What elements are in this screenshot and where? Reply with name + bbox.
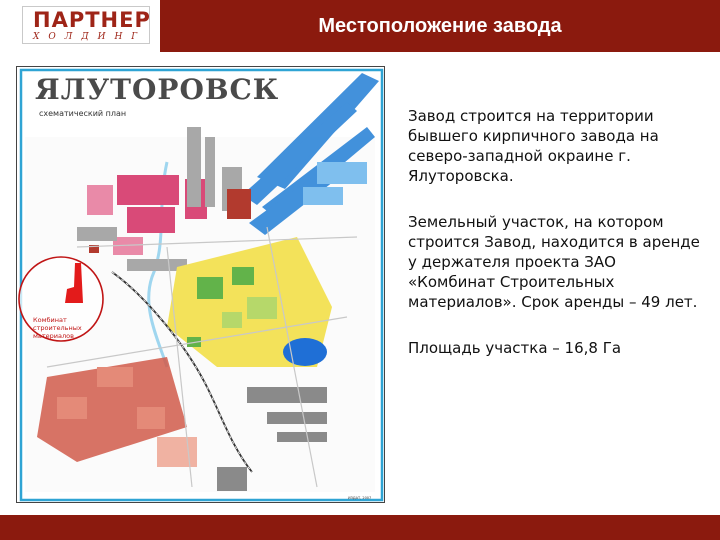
city-map-graphic xyxy=(17,67,385,503)
logo-main-text: ПАРТНЕР xyxy=(33,8,151,32)
city-map xyxy=(16,66,385,503)
map-title: ЯЛУТОРОВСК xyxy=(35,73,280,106)
footer-bar xyxy=(0,515,720,540)
description-text xyxy=(408,106,703,384)
paragraph-lease: Земельный участок, на котором строится Завод, находится в аренде у держателя проекта ЗАО «Комбинат Строительных материалов». Срок аренды – 49 лет. xyxy=(408,213,700,311)
logo-sub-text: ХОЛДИНГ xyxy=(33,32,147,42)
company-logo xyxy=(0,0,160,52)
map-subtitle: схематический план xyxy=(39,109,127,118)
slide-title: Местоположение завода xyxy=(318,15,562,37)
header-bar xyxy=(0,0,720,52)
logo-frame xyxy=(22,6,150,44)
plant-label: Комбинат строительных материалов xyxy=(33,316,82,340)
paragraph-location: Завод строится на территории бывшего кирпичного завода на северо-западной окраине г. Ялуторовска. xyxy=(408,107,659,185)
paragraph-area: Площадь участка – 16,8 Га xyxy=(408,339,622,357)
map-credit: ИЗДАТ, 2007 xyxy=(348,496,372,500)
